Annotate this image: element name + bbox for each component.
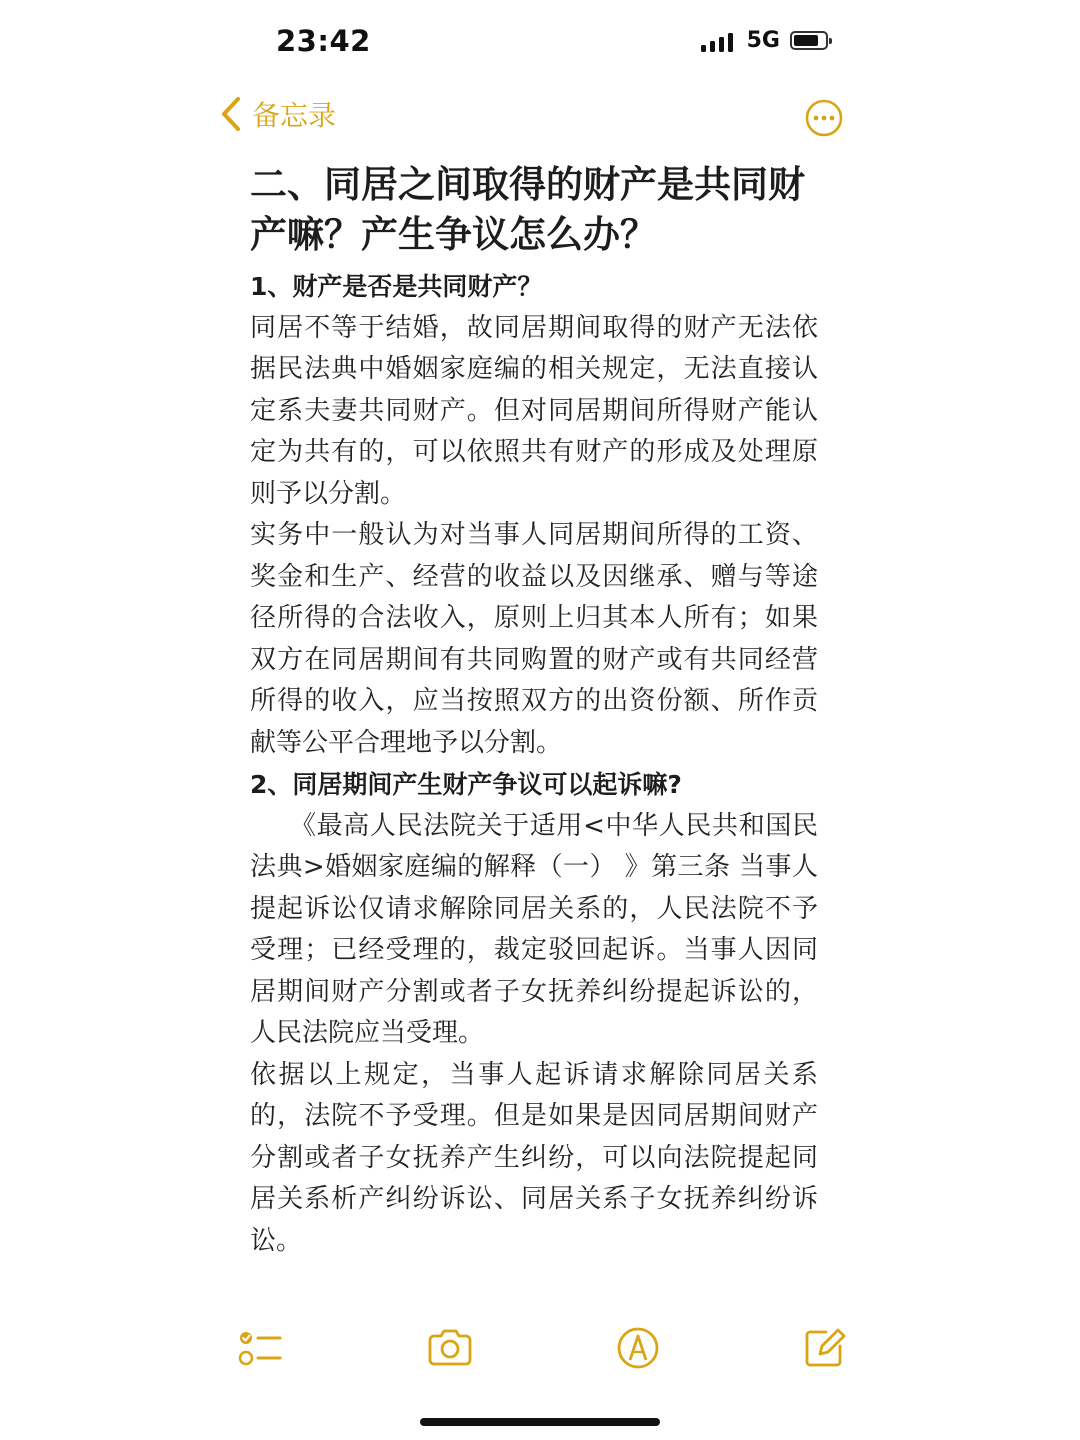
back-label: 备忘录 <box>252 99 337 132</box>
section-2-paragraph-1: 《最高人民法院关于适用<中华人民共和国民法典>婚姻家庭编的解释（一） 》第三条 当事人提起诉讼仅请求解除同居关系的，人民法院不予受理；已经受理的，裁定驳回起诉。当事人因同居期间财产分割或者子女抚养纠纷提起诉讼的，人民法院应当受理。 <box>250 810 818 1048</box>
status-indicators <box>701 28 828 53</box>
nav-bar <box>0 92 1080 148</box>
network-type: 5G <box>746 28 780 53</box>
status-time: 23:42 <box>276 24 371 58</box>
checklist-icon[interactable] <box>236 1324 284 1372</box>
markup-pen-icon[interactable] <box>614 1324 662 1372</box>
section-1-paragraph-2: 实务中一般认为对当事人同居期间所得的工资、奖金和生产、经营的收益以及因继承、赠与等途径所得的合法收入，原则上归其本人所有；如果双方在同居期间有共同购置的财产或有共同经营所得的收入，应当按照双方的出资份额、所作贡献等公平合理地予以分割。 <box>250 520 818 758</box>
compose-icon[interactable] <box>800 1324 848 1372</box>
battery-icon <box>790 31 828 50</box>
section-2-heading: 2、同居期间产生财产争议可以起诉嘛? <box>250 770 682 799</box>
note-body[interactable] <box>250 160 818 1262</box>
bottom-toolbar <box>0 1320 1080 1376</box>
section-2-paragraph-2: 依据以上规定，当事人起诉请求解除同居关系的，法院不予受理。但是如果是因同居期间财产分割或者子女抚养产生纠纷，可以向法院提起同居关系析产纠纷诉讼、同居关系子女抚养纠纷诉讼。 <box>250 1059 818 1256</box>
cellular-signal-icon <box>701 30 733 52</box>
chevron-left-icon <box>218 94 244 134</box>
camera-icon[interactable] <box>426 1324 474 1372</box>
ellipsis-circle-icon[interactable] <box>804 98 844 138</box>
section-1-heading: 1、财产是否是共同财产？ <box>250 272 543 301</box>
section-1-paragraph-1: 同居不等于结婚，故同居期间取得的财产无法依据民法典中婚姻家庭编的相关规定，无法直接认定系夫妻共同财产。但对同居期间所得财产能认定为共有的，可以依照共有财产的形成及处理原则予以分割。 <box>250 312 818 509</box>
status-bar <box>0 0 1080 88</box>
home-indicator[interactable] <box>420 1418 660 1426</box>
back-button[interactable] <box>218 94 336 134</box>
note-title: 二、同居之间取得的财产是共同财产嘛？产生争议怎么办？ <box>250 163 805 256</box>
